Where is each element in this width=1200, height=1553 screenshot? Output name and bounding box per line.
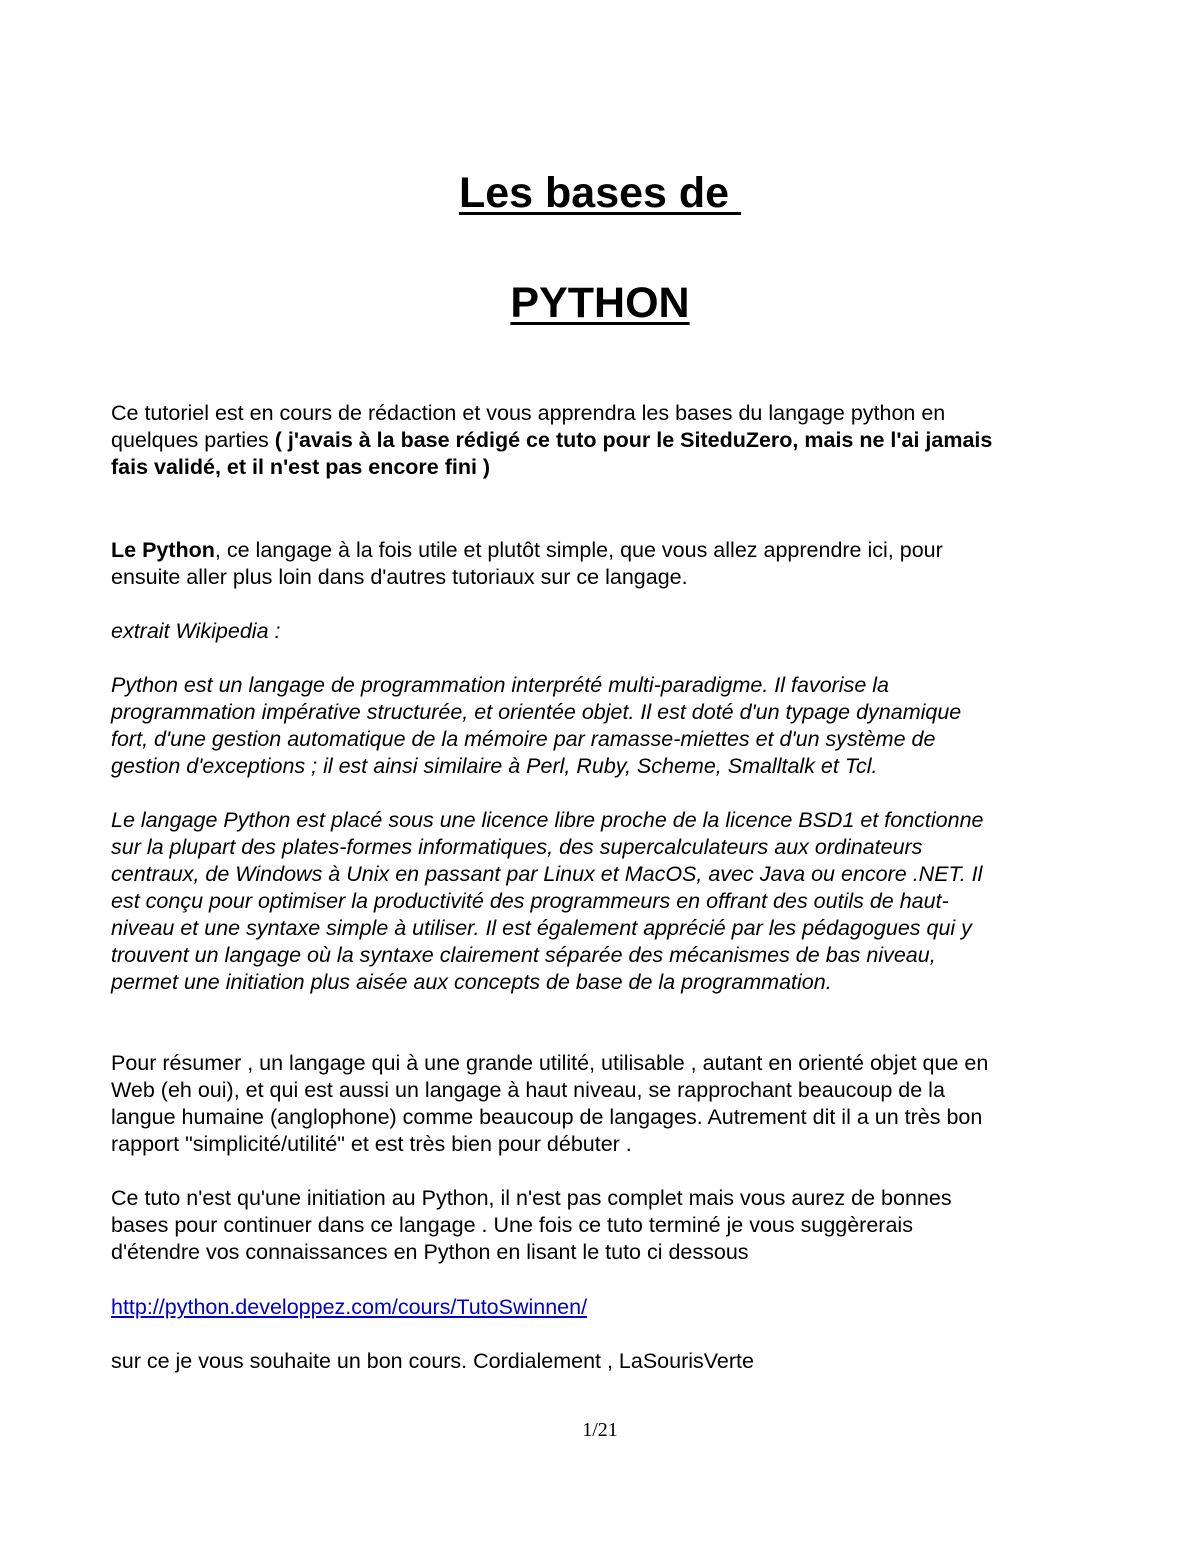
python-line-2: ensuite aller plus loin dans d'autres tutoriaux sur ce langage.	[111, 565, 688, 589]
wiki-p1-line: programmation impérative structurée, et orientée objet. Il est doté d'un typage dynamique	[111, 700, 962, 724]
summary-paragraph	[111, 1050, 1091, 1158]
initiation-paragraph	[111, 1185, 1091, 1266]
python-line-1-rest: , ce langage à la fois utile et plutôt simple, que vous allez apprendre ici, pour	[214, 538, 943, 562]
wiki-p1-line: gestion d'exceptions ; il est ainsi similaire à Perl, Ruby, Scheme, Smalltalk et Tcl.	[111, 754, 878, 778]
intro-bold-note: ( j'avais à la base rédigé ce tuto pour le SiteduZero, mais ne l'ai jamais	[274, 428, 993, 452]
wiki-p2-line: trouvent un langage où la syntaxe clairement séparée des mécanismes de bas niveau,	[111, 943, 936, 967]
python-paragraph	[111, 537, 1091, 591]
summary-line: Pour résumer , un langage qui à une grande utilité, utilisable , autant en orienté objet que en	[111, 1051, 989, 1075]
tutorial-link[interactable]: http://python.developpez.com/cours/TutoSwinnen/	[111, 1295, 588, 1319]
python-line-1	[111, 537, 1091, 564]
wiki-paragraph-2	[111, 807, 1091, 996]
wiki-p1-line: fort, d'une gestion automatique de la mémoire par ramasse-miettes et d'un système de	[111, 727, 936, 751]
page-number: 1/21	[582, 1419, 618, 1441]
page-title-line-1: Les bases de	[458, 169, 742, 217]
initiation-line: bases pour continuer dans ce langage . Une fois ce tuto terminé je vous suggèrerais	[111, 1213, 913, 1237]
summary-line: langue humaine (anglophone) comme beaucoup de langages. Autrement dit il a un très bon	[111, 1105, 983, 1129]
closing-paragraph	[111, 1348, 1091, 1375]
initiation-line: Ce tuto n'est qu'une initiation au Python, il n'est pas complet mais vous aurez de bonnes	[111, 1186, 952, 1210]
wiki-p2-line: centraux, de Windows à Unix en passant par Linux et MacOS, avec Java ou encore .NET. Il	[111, 862, 983, 886]
closing-line: sur ce je vous souhaite un bon cours. Cordialement , LaSourisVerte	[111, 1349, 754, 1373]
wiki-label	[111, 618, 1091, 645]
wiki-p1-line: Python est un langage de programmation interprété multi-paradigme. Il favorise la	[111, 673, 889, 697]
wiki-p2-line: niveau et une syntaxe simple à utiliser. Il est également apprécié par les pédagogues qui y	[111, 916, 972, 940]
intro-paragraph	[111, 400, 1091, 481]
intro-plain-text: quelques parties	[111, 428, 275, 452]
wiki-p2-line: permet une initiation plus aisée aux concepts de base de la programmation.	[111, 970, 832, 994]
wiki-paragraph-1	[111, 672, 1091, 780]
link-paragraph	[111, 1294, 1091, 1321]
summary-line: rapport "simplicité/utilité" et est très bien pour débuter .	[111, 1132, 632, 1156]
wiki-p2-line: sur la plupart des plates-formes informatiques, des supercalculateurs aux ordinateurs	[111, 835, 923, 859]
intro-line-2	[111, 427, 1091, 454]
intro-line-3: fais validé, et il n'est pas encore fini )	[111, 455, 491, 479]
python-bold-term: Le Python	[111, 538, 215, 562]
page-title-line-2: PYTHON	[510, 279, 690, 327]
wiki-p2-line: Le langage Python est placé sous une licence libre proche de la licence BSD1 et fonctionne	[111, 808, 984, 832]
summary-line: Web (eh oui), et qui est aussi un langage à haut niveau, se rapprochant beaucoup de la	[111, 1078, 945, 1102]
wiki-p2-line: est conçu pour optimiser la productivité des programmeurs en offrant des outils de haut-	[111, 889, 949, 913]
wiki-label-text: extrait Wikipedia :	[111, 619, 281, 643]
intro-line-1: Ce tutoriel est en cours de rédaction et vous apprendra les bases du langage python en	[111, 401, 946, 425]
initiation-line: d'étendre vos connaissances en Python en lisant le tuto ci dessous	[111, 1240, 749, 1264]
